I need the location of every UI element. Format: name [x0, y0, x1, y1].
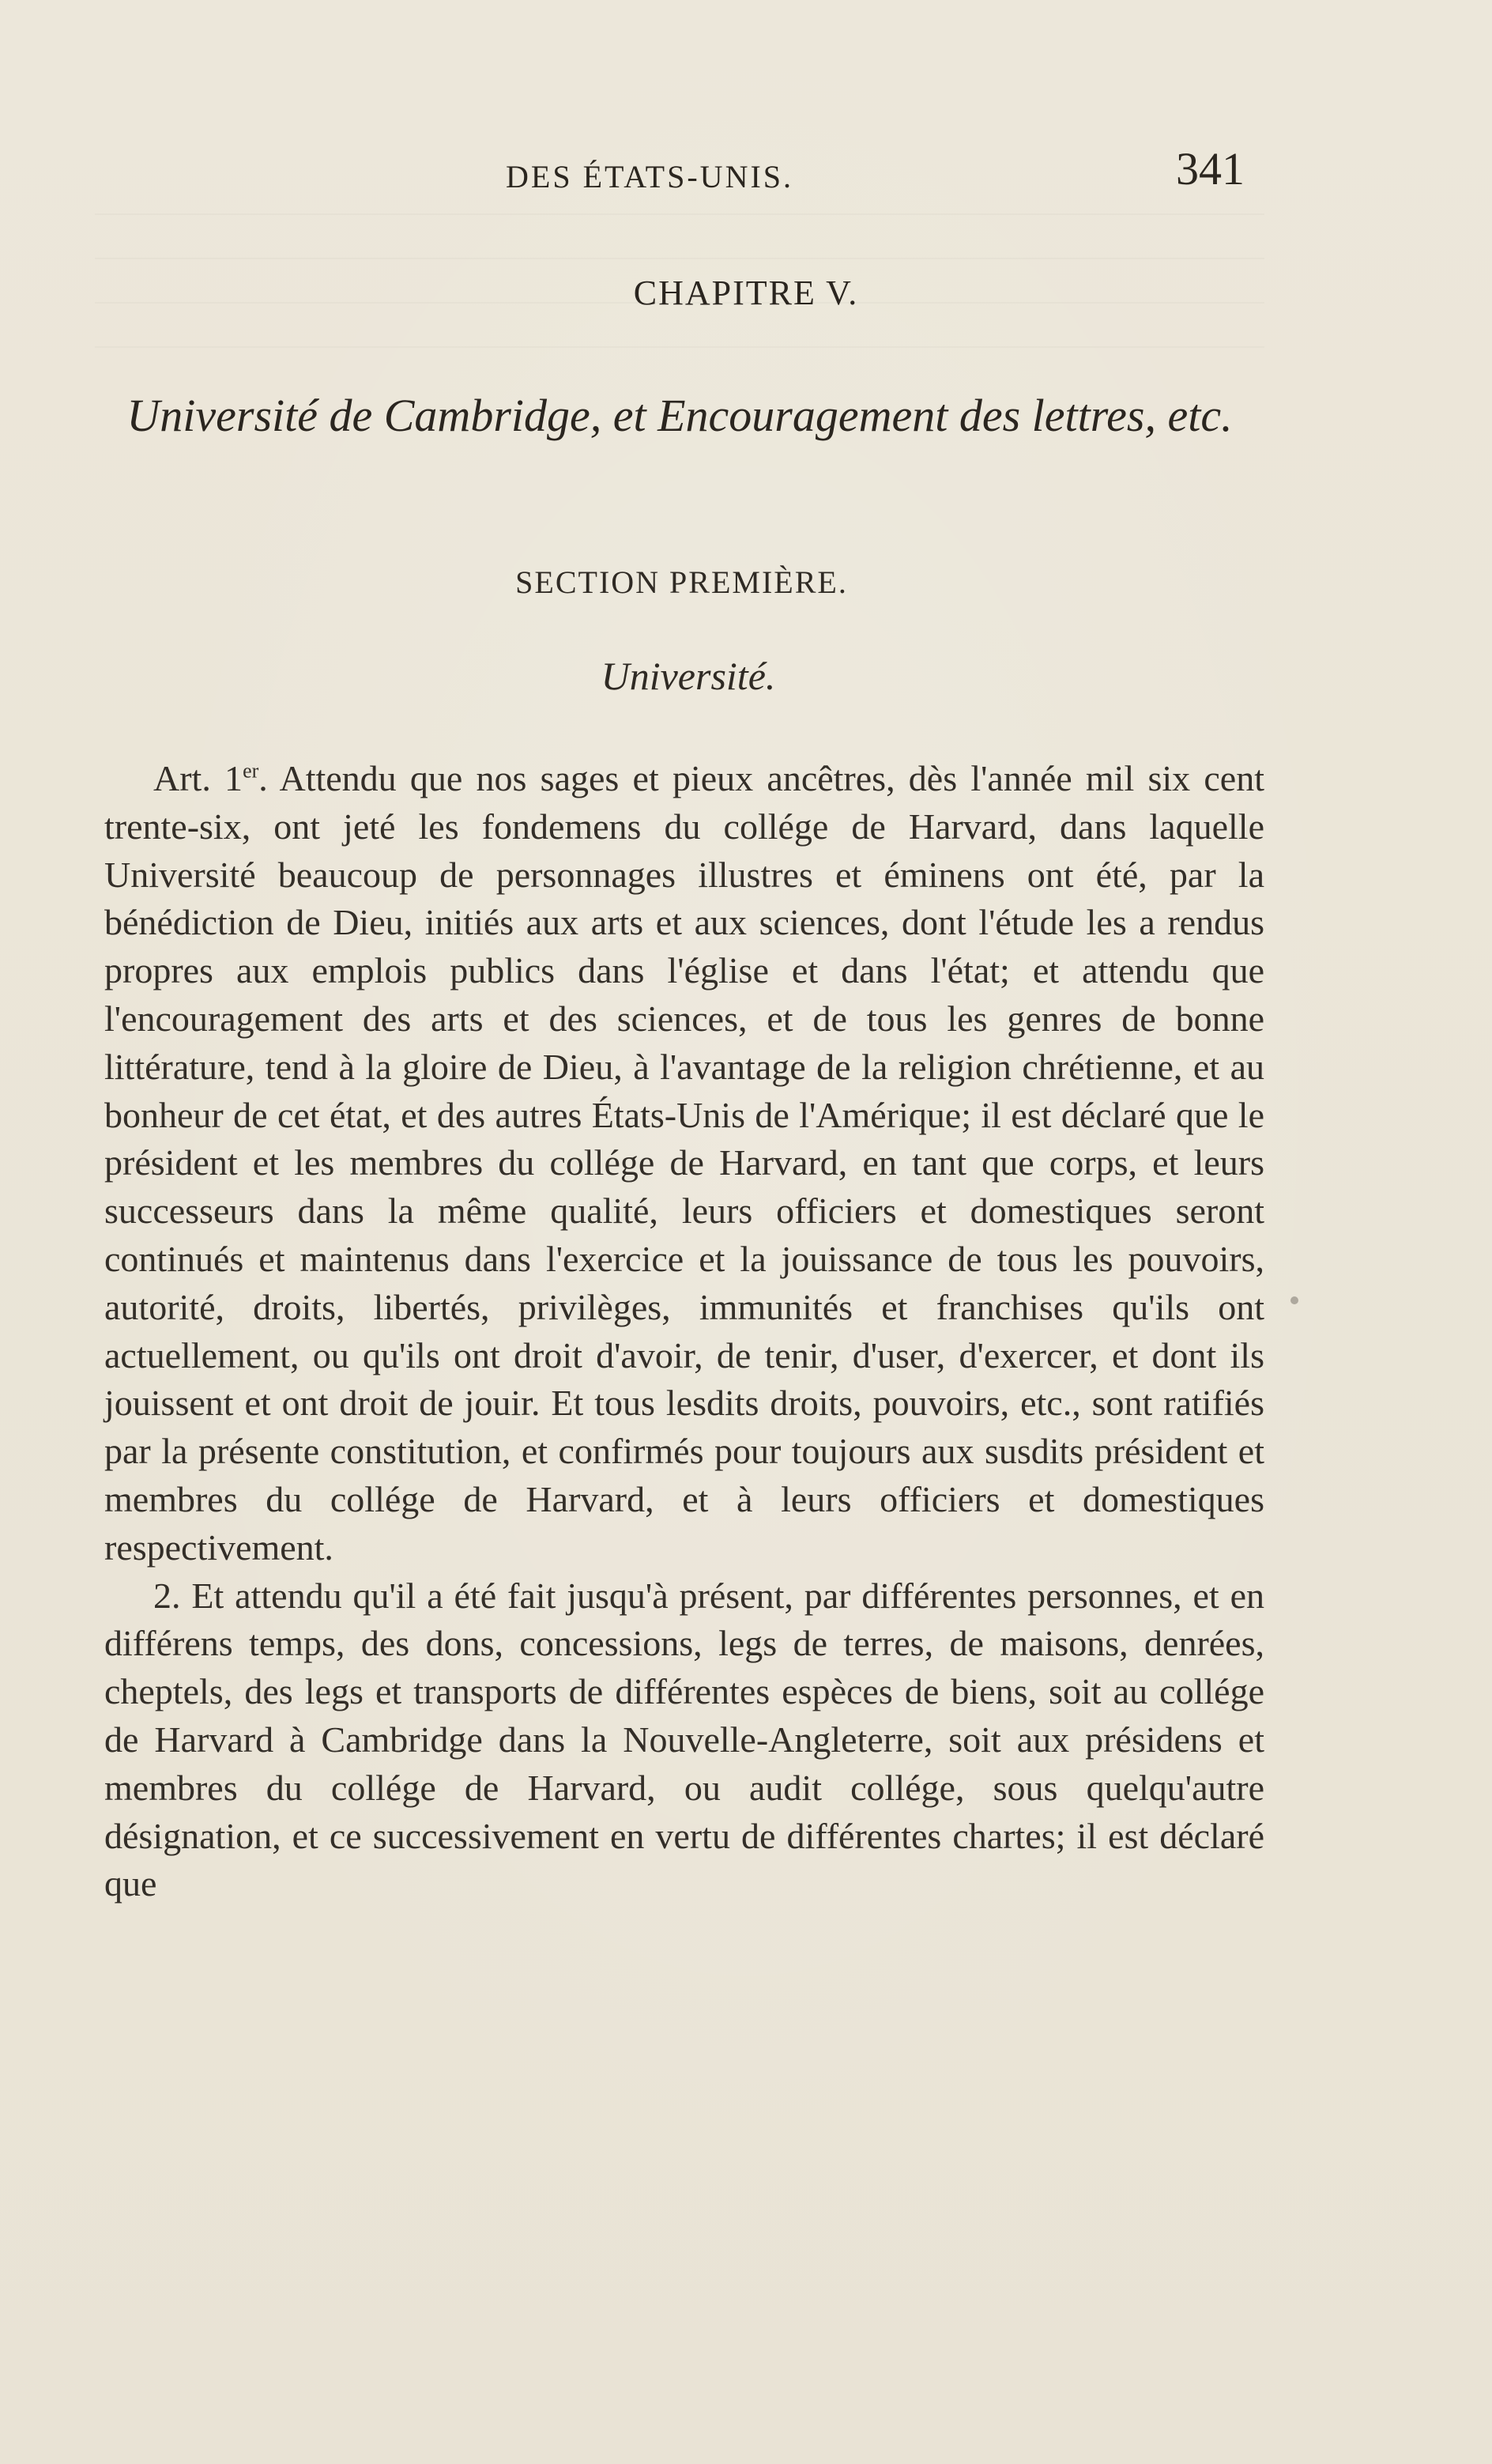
article-text: Attendu que nos sages et pieux ancêtres, dès l'année mil six cent trente-six, ont jeté les fondemens du collége de Harvard, dans laquelle Université beaucoup de personnages illustres et éminens ont été, par la bénédiction de Dieu, initiés aux arts et aux sciences, dont l'étude les a rendus propres aux emplois publics dans l'église et dans l'état; et attendu que l'encouragement des arts et des sciences, et de tous les genres de bonne littérature, tend à la gloire de Dieu, à l'avantage de la religion chrétienne, et au bonheur de cet état, et des autres États-Unis de l'Amérique; il est déclaré que le président et les membres du collége de Harvard, en tant que corps, et leurs successeurs dans la même qualité, leurs officiers et domestiques seront continués et maintenus dans l'exercice et la jouissance de tous les pouvoirs, autorité, droits, libertés, privilèges, immunités et franchises qu'ils ont actuellement, ou qu'ils ont droit d'avoir, de tenir, d'user, d'exercer, et dont ils jouissent et ont droit de jouir. Et tous lesdits droits, pouvoirs, etc., sont ratifiés par la présente constitution, et confirmés pour toujours aux susdits président et membres du collége de Harvard, et à leurs officiers et domestiques respectivement. [104, 758, 1264, 1568]
page-number: 341 [1176, 143, 1245, 194]
article-2 [104, 1572, 1264, 1909]
body-text [104, 755, 1264, 1908]
paper-stain [1290, 1296, 1298, 1304]
page-header [0, 126, 1492, 206]
article-text: Et attendu qu'il a été fait jusqu'à présent, par différentes personnes, et en différens temps, des dons, concessions, legs de terres, de maisons, denrées, cheptels, des legs et transports de différentes espèces de biens, soit au collége de Harvard à Cambridge dans la Nouvelle-Angleterre, soit aux présidens et membres du collége de Harvard, ou audit collége, sous quelqu'autre désignation, et ce successivement en vertu de différentes chartes; il est déclaré que [104, 1575, 1265, 1904]
chapter-title: CHAPITRE V. [633, 274, 859, 312]
article-number: Art. 1er. [153, 758, 280, 798]
section-title: SECTION PREMIÈRE. [515, 564, 848, 600]
article-1 [104, 755, 1264, 1572]
chapter-subtitle: Université de Cambridge, et Encouragement des lettres, etc. [126, 390, 1233, 441]
section-subtitle: Université. [601, 654, 776, 698]
running-head: DES ÉTATS-UNIS. [506, 159, 794, 194]
article-number: 2. [153, 1575, 181, 1616]
